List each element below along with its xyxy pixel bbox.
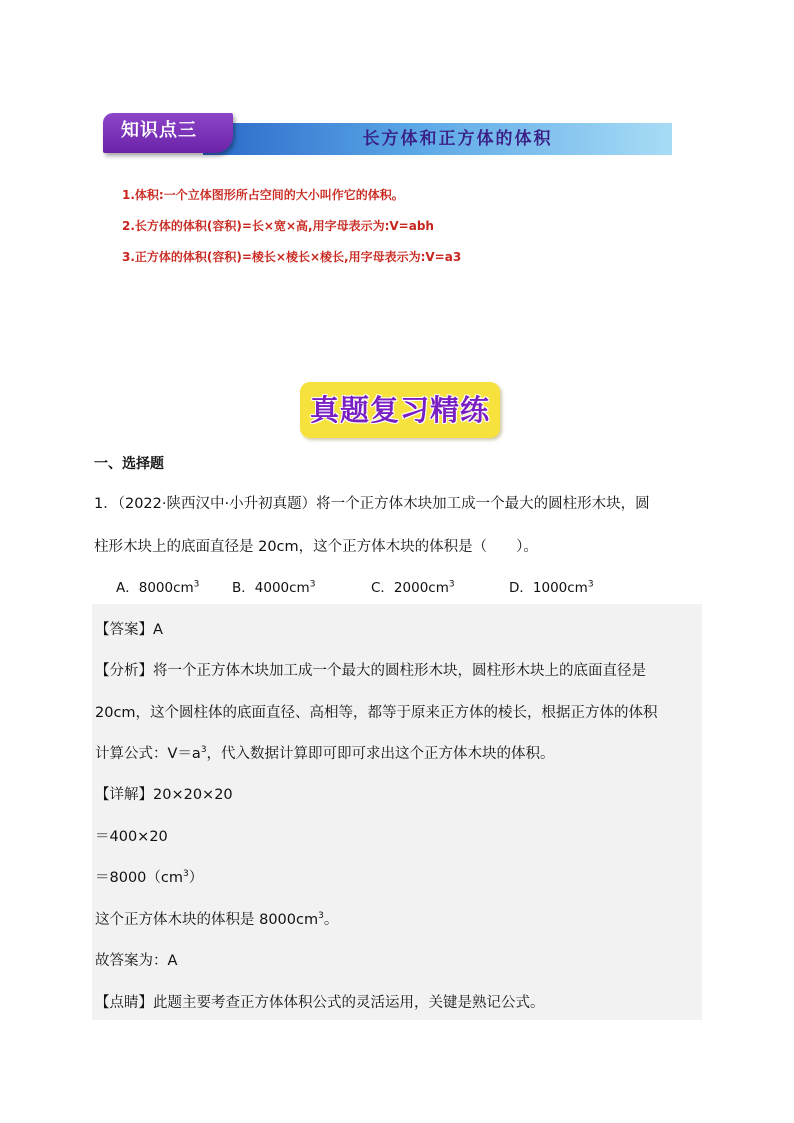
knowledge-point-1: 1.体积:一个立体图形所占空间的大小叫作它的体积。: [122, 188, 404, 202]
option-b-label: B．4000cm: [232, 580, 310, 596]
section-title: 一、选择题: [94, 456, 164, 472]
detail-line-3: $=8000(cm^3)$: [95, 869, 204, 886]
option-b[interactable]: B．$4000cm^3$: [232, 579, 316, 596]
knowledge-point-2: 2.长方体的体积(容积)=长×宽×高,用字母表示为:V=abh: [122, 219, 434, 233]
final-answer-line: 故答案为：A: [95, 953, 178, 969]
practice-banner-text: 真题复习精练: [309, 393, 490, 427]
comment-line: 【点睛】此题主要考查正方体体积公式的灵活运用，关键是熟记公式。: [95, 995, 545, 1011]
practice-banner: [300, 382, 500, 438]
option-a[interactable]: A．$8000cm^3$: [116, 579, 200, 596]
detail-line-2: ＝400×20: [95, 829, 168, 845]
section-header: [103, 113, 672, 157]
analysis-line-3: 计算公式：$V=a^3$，代入数据计算即可即可求出这个正方体木块的体积。: [95, 745, 555, 762]
option-d-label: D．1000cm: [509, 580, 588, 596]
question-line-2: 柱形木块上的底面直径是 20cm，这个正方体木块的体积是（ ）。: [94, 539, 538, 555]
header-tag: [103, 113, 233, 153]
header-tag-label: 知识点三: [121, 120, 197, 141]
knowledge-point-3: 3.正方体的体积(容积)=棱长×棱长×棱长,用字母表示为:V=a3: [122, 250, 462, 264]
analysis-line-2: 20cm，这个圆柱体的底面直径、高相等，都等于原来正方体的棱长，根据正方体的体积: [95, 705, 658, 721]
analysis-line-1: 【分析】将一个正方体木块加工成一个最大的圆柱形木块，圆柱形木块上的底面直径是: [95, 663, 646, 679]
question-line-1: 1．（2022·陕西汉中·小升初真题）将一个正方体木块加工成一个最大的圆柱形木块，圆: [94, 496, 650, 512]
option-c-label: C．2000cm: [371, 580, 449, 596]
detail-line-1: 【详解】20×20×20: [95, 787, 233, 803]
option-a-label: A．8000cm: [116, 580, 194, 596]
option-d[interactable]: D．$1000cm^3$: [509, 579, 594, 596]
conclusion-line: 这个正方体木块的体积是 $8000cm^3$。: [95, 911, 339, 928]
answer-line: 【答案】A: [95, 622, 163, 638]
header-title: 长方体和正方体的体积: [362, 129, 553, 149]
option-c[interactable]: C．$2000cm^3$: [371, 579, 455, 596]
